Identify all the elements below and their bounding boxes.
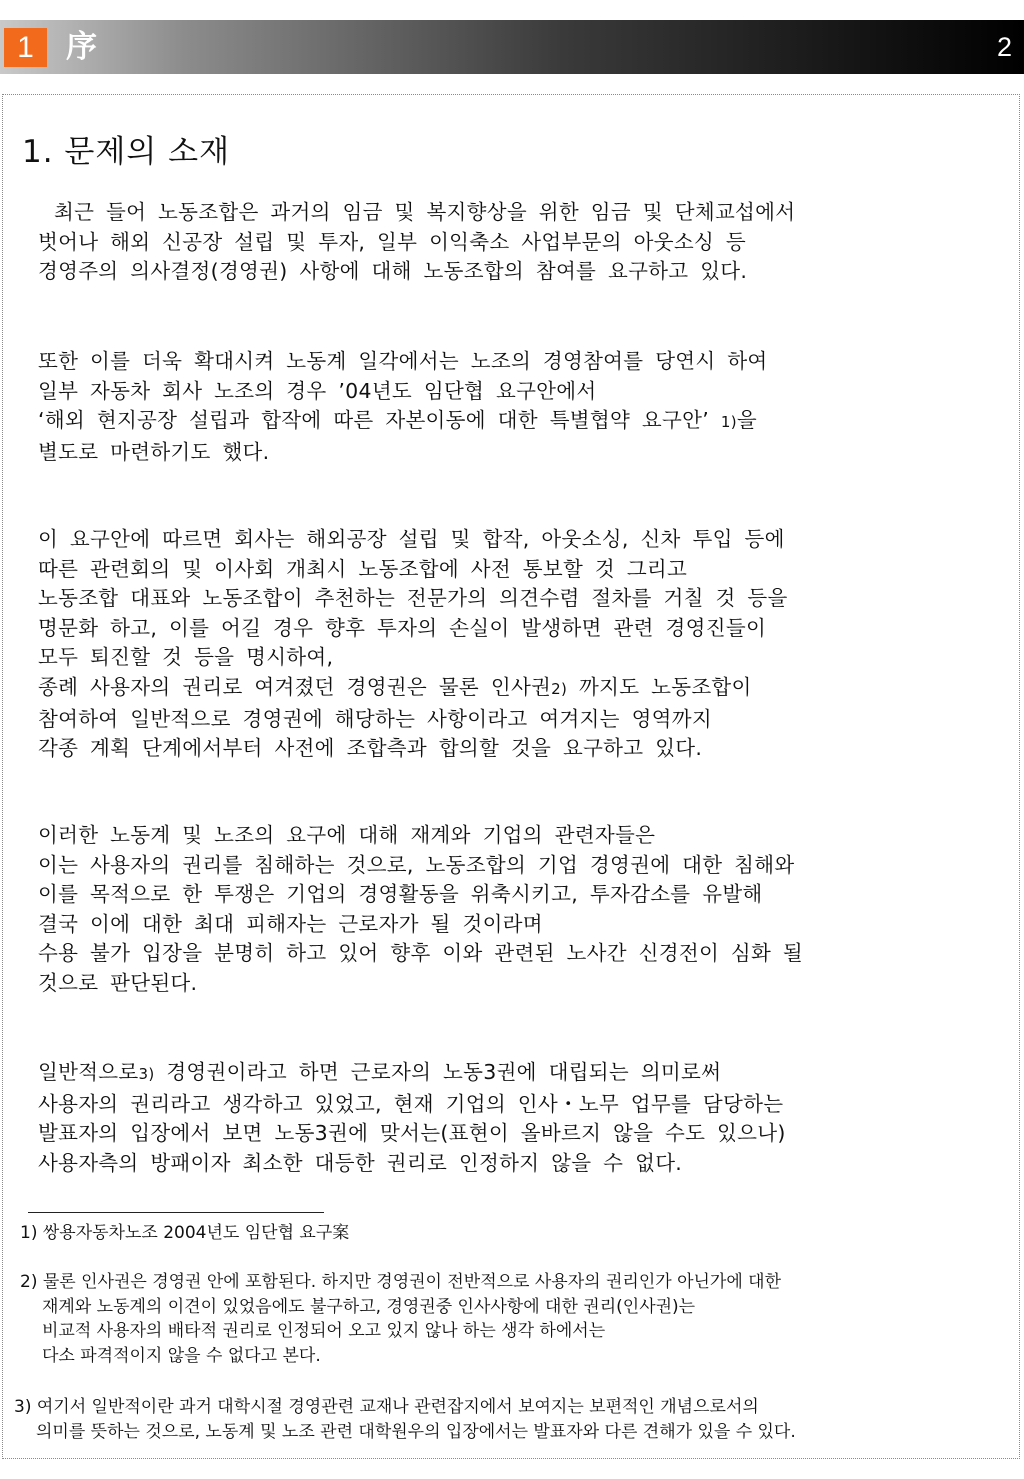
footnote-line: 1) 쌍용자동차노조 2004년도 임단협 요구案 <box>20 1223 350 1243</box>
paragraph-2 <box>38 347 958 467</box>
paragraph-line: 발표자의 입장에서 보면 노동3권에 맞서는(표현이 올바르지 않을 수도 있으나) <box>38 1121 786 1146</box>
paragraph-line: 명문화 하고, 이를 어길 경우 향후 투자의 손실이 발생하면 관련 경영진들이 <box>38 615 767 640</box>
footnote-line: 3) 여기서 일반적이란 과거 대학시절 경영관련 교재나 관련잡지에서 보여지는 보편적인 개념으로서의 <box>14 1397 759 1417</box>
paragraph-line: 결국 이에 대한 최대 피해자는 근로자가 될 것이라며 <box>38 911 543 936</box>
section-heading: 1. 문제의 소재 <box>22 134 231 170</box>
footnote-reference: 1) <box>720 413 737 432</box>
slide-header-bar <box>0 20 1024 74</box>
paragraph-line <box>38 1058 958 1090</box>
paragraph-line: 또한 이를 더욱 확대시켜 노동계 일각에서는 노조의 경영참여를 당연시 하여 <box>38 349 768 373</box>
paragraph-line: 각종 계획 단계에서부터 사전에 조합측과 합의할 것을 요구하고 있다. <box>38 736 703 761</box>
footnote-divider <box>28 1212 324 1213</box>
paragraph-line: 일부 자동차 회사 노조의 경우 ’04년도 임단협 요구안에서 <box>38 378 597 403</box>
paragraph-line <box>38 673 958 705</box>
paragraph-line: 참여하여 일반적으로 경영권에 해당하는 사항이라고 여겨지는 영역까지 <box>38 706 712 731</box>
paragraph-line: 사용자측의 방패이자 최소한 대등한 권리로 인정하지 않을 수 없다. <box>38 1150 683 1175</box>
paragraph-line-text: 경영권이라고 하면 근로자의 노동3권에 대립되는 의미로써 <box>154 1060 722 1084</box>
footnote-reference: 2) <box>551 679 568 698</box>
content-frame <box>2 94 1020 1459</box>
paragraph-line: 최근 들어 노동조합은 과거의 임금 및 복지향상을 위한 임금 및 단체교섭에서 <box>54 200 796 224</box>
footnote-1 <box>20 1221 349 1246</box>
paragraph-line <box>38 406 958 438</box>
footnote-3 <box>14 1395 796 1444</box>
footnote-2 <box>20 1270 781 1368</box>
paragraph-line-text: 까지도 노동조합이 <box>567 674 752 699</box>
paragraph-line: 경영주의 의사결정(경영권) 사항에 대해 노동조합의 참여를 요구하고 있다. <box>38 259 748 284</box>
footnote-line: 의미를 뜻하는 것으로, 노동계 및 노조 관련 대학원우의 입장에서는 발표자와 다른 견해가 있을 수 있다. <box>36 1421 796 1442</box>
paragraph-line: 노동조합 대표와 노동조합이 추천하는 전문가의 의견수렴 절차를 거칠 것 등을 <box>38 586 788 611</box>
footnote-line: 다소 파격적이지 않을 수 없다고 본다. <box>42 1345 321 1366</box>
paragraph-line: 이 요구안에 따르면 회사는 해외공장 설립 및 합작, 아웃소싱, 신차 투입 등에 <box>38 527 785 551</box>
paragraph-3 <box>38 525 958 764</box>
paragraph-line: 모두 퇴진할 것 등을 명시하여, <box>38 645 334 670</box>
footnote-line: 2) 물론 인사권은 경영권 안에 포함된다. 하지만 경영권이 전반적으로 사용자의 권리인가 아닌가에 대한 <box>20 1272 781 1292</box>
paragraph-line: 별도로 마련하기도 했다. <box>38 439 270 464</box>
footnote-line: 비교적 사용자의 배타적 권리로 인정되어 오고 있지 않나 하는 생각 하에서는 <box>42 1321 606 1341</box>
paragraph-line: 사용자의 권리라고 생각하고 있었고, 현재 기업의 인사・노무 업무를 담당하는 <box>38 1091 784 1116</box>
page-number: 2 <box>996 32 1012 62</box>
footnote-reference: 3) <box>138 1065 155 1083</box>
paragraph-line-text: ‘해외 현지공장 설립과 합작에 따른 자본이동에 대한 특별협약 요구안’ <box>38 408 710 433</box>
paragraph-line: 따른 관련회의 및 이사회 개최시 노동조합에 사전 통보할 것 그리고 <box>38 556 688 581</box>
paragraph-line: 이는 사용자의 권리를 침해하는 것으로, 노동조합의 기업 경영권에 대한 침해와 <box>38 852 795 877</box>
paragraph-line-text: 종례 사용자의 권리로 여겨졌던 경영권은 물론 인사권 <box>38 674 552 699</box>
paragraph-line: 것으로 판단된다. <box>38 970 198 995</box>
paragraph-4 <box>38 821 958 999</box>
slide-title: 序 <box>66 29 97 65</box>
paragraph-line: 벗어나 해외 신공장 설립 및 투자, 일부 이익축소 사업부문의 아웃소싱 등 <box>38 229 746 254</box>
paragraph-line: 이러한 노동계 및 노조의 요구에 대해 재계와 기업의 관련자들은 <box>38 823 656 847</box>
paragraph-line-text: 을 <box>736 408 757 433</box>
paragraph-line: 이를 목적으로 한 투쟁은 기업의 경영활동을 위축시키고, 투자감소를 유발해 <box>38 882 763 907</box>
footnote-line: 재계와 노동계의 이견이 있었음에도 불구하고, 경영권중 인사사항에 대한 권리(인사권)는 <box>42 1296 696 1317</box>
paragraph-1 <box>38 198 958 287</box>
paragraph-line: 수용 불가 입장을 분명히 하고 있어 향후 이와 관련된 노사간 신경전이 심화 될 <box>38 941 803 966</box>
paragraph-line-text: 일반적으로 <box>38 1060 139 1084</box>
section-number-badge: 1 <box>4 28 47 67</box>
paragraph-5 <box>38 1058 958 1178</box>
